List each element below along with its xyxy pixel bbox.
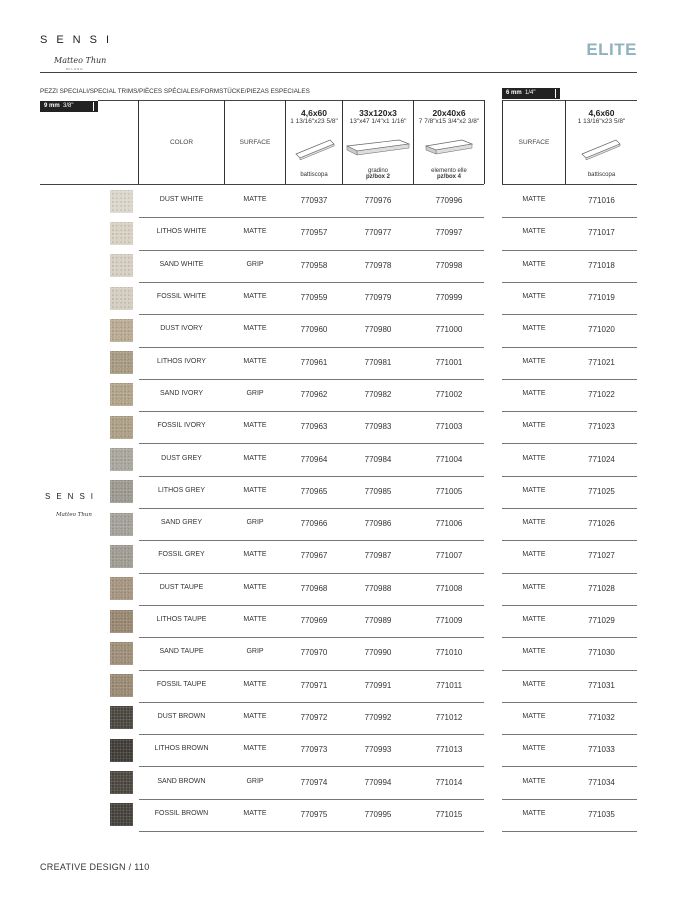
code-l-element: 771003 bbox=[435, 422, 463, 432]
row-divider bbox=[139, 314, 484, 315]
code-skirting-6mm: 771034 bbox=[588, 777, 615, 787]
row-divider-right bbox=[502, 217, 637, 218]
code-step: 770993 bbox=[364, 745, 392, 755]
color-swatch bbox=[110, 319, 133, 342]
code-l-element: 771014 bbox=[435, 777, 463, 787]
row-divider-right bbox=[502, 799, 637, 800]
row-divider-right bbox=[502, 670, 637, 671]
row-divider-right bbox=[502, 540, 637, 541]
code-skirting-6mm: 771022 bbox=[588, 389, 615, 399]
surface-value: MATTE bbox=[243, 293, 267, 301]
code-step: 770995 bbox=[364, 809, 392, 819]
row-divider-right bbox=[502, 573, 637, 574]
surface-value-right: MATTE bbox=[522, 777, 546, 785]
surface-value: MATTE bbox=[243, 551, 267, 559]
surface-column-header: SURFACE bbox=[239, 139, 271, 146]
code-l-element: 771015 bbox=[435, 809, 463, 819]
code-skirting: 770969 bbox=[300, 616, 328, 626]
piece-3-label: elemento elle bbox=[431, 168, 467, 174]
color-name: DUST GREY bbox=[161, 454, 202, 462]
trims-caption: PEZZI SPECIALI/SPECIAL TRIMS/PIÈCES SPÉCIALES/FORMSTÜCKE/PIEZAS ESPECIALES bbox=[40, 88, 310, 95]
code-step: 770988 bbox=[364, 583, 392, 593]
code-skirting: 770973 bbox=[300, 745, 328, 755]
code-skirting: 770968 bbox=[300, 583, 328, 593]
surface-value: MATTE bbox=[243, 325, 267, 333]
color-swatch bbox=[110, 771, 133, 794]
piece-2-size-imperial: 13"x47 1/4"x1 1/16" bbox=[349, 118, 407, 125]
row-divider-right bbox=[502, 347, 637, 348]
color-name: DUST BROWN bbox=[157, 712, 206, 720]
surface-value-right: MATTE bbox=[522, 680, 546, 688]
skirting-piece-icon bbox=[580, 136, 622, 162]
color-name: SAND WHITE bbox=[159, 260, 204, 268]
color-name: SAND BROWN bbox=[157, 777, 206, 785]
row-divider-right bbox=[502, 702, 637, 703]
code-step: 770978 bbox=[364, 260, 392, 270]
row-divider bbox=[139, 282, 484, 283]
row-divider-right bbox=[502, 379, 637, 380]
code-skirting-6mm: 771019 bbox=[588, 293, 615, 303]
color-swatch bbox=[110, 287, 133, 310]
color-swatch bbox=[110, 416, 133, 439]
color-name: DUST TAUPE bbox=[159, 583, 204, 591]
color-swatch bbox=[110, 190, 133, 213]
code-l-element: 771009 bbox=[435, 616, 463, 626]
code-step: 770980 bbox=[364, 325, 392, 335]
collection-title: ELITE bbox=[586, 40, 637, 59]
surface-value: MATTE bbox=[243, 809, 267, 817]
row-divider bbox=[139, 670, 484, 671]
code-l-element: 771010 bbox=[435, 648, 463, 658]
code-skirting-6mm: 771035 bbox=[588, 809, 615, 819]
header-bottom-line-right bbox=[502, 184, 637, 185]
color-name: SAND GREY bbox=[160, 519, 203, 527]
row-divider bbox=[139, 573, 484, 574]
l-element-piece-icon bbox=[424, 138, 474, 160]
code-skirting-6mm: 771020 bbox=[588, 325, 615, 335]
code-skirting: 770957 bbox=[300, 228, 328, 238]
code-step: 770989 bbox=[364, 616, 392, 626]
surface-value: MATTE bbox=[243, 616, 267, 624]
row-divider bbox=[139, 443, 484, 444]
color-name: DUST WHITE bbox=[159, 196, 204, 204]
piece-3-size-imperial: 7 7/8"x15 3/4"x2 3/8" bbox=[418, 118, 480, 125]
thickness-right-mm: 6 mm bbox=[506, 90, 522, 96]
piece-1-size: 4,6x60 bbox=[301, 108, 327, 118]
surface-value: MATTE bbox=[243, 422, 267, 430]
code-skirting-6mm: 771032 bbox=[588, 712, 615, 722]
code-skirting-6mm: 771017 bbox=[588, 228, 615, 238]
color-name: LITHOS WHITE bbox=[156, 228, 207, 236]
thickness-arrow-icon bbox=[555, 89, 556, 98]
surface-value: MATTE bbox=[243, 583, 267, 591]
color-swatch bbox=[110, 480, 133, 503]
code-l-element: 771011 bbox=[435, 680, 463, 690]
row-divider bbox=[139, 508, 484, 509]
piece-right-size: 4,6x60 bbox=[588, 108, 615, 118]
color-swatch bbox=[110, 803, 133, 826]
code-skirting-6mm: 771029 bbox=[588, 616, 615, 626]
code-skirting-6mm: 771026 bbox=[588, 519, 615, 529]
code-skirting-6mm: 771021 bbox=[588, 357, 615, 367]
piece-2-size: 33x120x3 bbox=[359, 108, 397, 118]
code-skirting: 770965 bbox=[300, 486, 328, 496]
color-name: DUST IVORY bbox=[160, 325, 203, 333]
color-name: SAND IVORY bbox=[159, 389, 204, 397]
code-skirting: 770972 bbox=[300, 712, 328, 722]
thickness-right-inch: 1/4" bbox=[525, 90, 536, 96]
code-step: 770987 bbox=[364, 551, 392, 561]
code-skirting-6mm: 771023 bbox=[588, 422, 615, 432]
code-l-element: 771001 bbox=[435, 357, 463, 367]
code-skirting-6mm: 771018 bbox=[588, 260, 615, 270]
surface-value: GRIP bbox=[246, 389, 264, 397]
code-l-element: 771004 bbox=[435, 454, 463, 464]
code-l-element: 770999 bbox=[435, 293, 463, 303]
code-skirting: 770964 bbox=[300, 454, 328, 464]
color-swatch bbox=[110, 642, 133, 665]
surface-value: GRIP bbox=[246, 519, 264, 527]
surface-value-right: MATTE bbox=[522, 325, 546, 333]
row-divider bbox=[139, 250, 484, 251]
surface-value-right: MATTE bbox=[522, 648, 546, 656]
piece-3-name bbox=[414, 168, 484, 180]
row-divider-right bbox=[502, 250, 637, 251]
row-divider bbox=[139, 347, 484, 348]
row-divider bbox=[139, 411, 484, 412]
piece-right-size-imperial: 1 13/16"x23 5/8" bbox=[577, 118, 626, 125]
thickness-tag-left bbox=[40, 101, 98, 112]
surface-value: MATTE bbox=[243, 454, 267, 462]
color-swatch bbox=[110, 610, 133, 633]
surface-value-right: MATTE bbox=[522, 583, 546, 591]
color-swatch bbox=[110, 513, 133, 536]
surface-value-right: MATTE bbox=[522, 260, 546, 268]
code-skirting-6mm: 771028 bbox=[588, 583, 615, 593]
code-l-element: 771005 bbox=[435, 486, 463, 496]
code-skirting-6mm: 771024 bbox=[588, 454, 615, 464]
row-divider bbox=[139, 702, 484, 703]
surface-value: GRIP bbox=[246, 260, 264, 268]
code-step: 770979 bbox=[364, 293, 392, 303]
header-bottom-line bbox=[40, 184, 484, 185]
code-l-element: 770996 bbox=[435, 196, 463, 206]
code-l-element: 771012 bbox=[435, 712, 463, 722]
code-skirting-6mm: 771031 bbox=[588, 680, 615, 690]
color-swatch bbox=[110, 448, 133, 471]
row-divider-right bbox=[502, 314, 637, 315]
surface-value-right: MATTE bbox=[522, 293, 546, 301]
code-skirting-6mm: 771016 bbox=[588, 196, 615, 206]
row-divider-right bbox=[502, 282, 637, 283]
code-skirting: 770961 bbox=[300, 357, 328, 367]
color-swatch bbox=[110, 706, 133, 729]
color-swatch bbox=[110, 254, 133, 277]
surface-value: MATTE bbox=[243, 745, 267, 753]
color-name: FOSSIL BROWN bbox=[154, 809, 209, 817]
color-swatch bbox=[110, 383, 133, 406]
code-skirting: 770975 bbox=[300, 809, 328, 819]
surface-column-header-right: SURFACE bbox=[518, 139, 550, 146]
color-name: LITHOS BROWN bbox=[154, 745, 209, 753]
code-step: 770990 bbox=[364, 648, 392, 658]
code-skirting: 770974 bbox=[300, 777, 328, 787]
code-skirting: 770962 bbox=[300, 389, 328, 399]
code-skirting-6mm: 771025 bbox=[588, 486, 615, 496]
surface-value-right: MATTE bbox=[522, 357, 546, 365]
code-l-element: 771000 bbox=[435, 325, 463, 335]
surface-value: GRIP bbox=[246, 648, 264, 656]
header-top-line-right bbox=[502, 100, 637, 101]
header-sep bbox=[484, 100, 485, 184]
color-swatch bbox=[110, 577, 133, 600]
code-l-element: 771002 bbox=[435, 389, 463, 399]
code-skirting-6mm: 771030 bbox=[588, 648, 615, 658]
row-divider bbox=[139, 605, 484, 606]
step-piece-icon bbox=[345, 138, 411, 160]
surface-value-right: MATTE bbox=[522, 551, 546, 559]
code-step: 770986 bbox=[364, 519, 392, 529]
header-rule bbox=[40, 72, 637, 73]
code-skirting: 770966 bbox=[300, 519, 328, 529]
brand-signature-sub: MILANO bbox=[66, 67, 84, 71]
row-divider-right bbox=[502, 443, 637, 444]
color-name: LITHOS IVORY bbox=[157, 357, 206, 365]
code-skirting: 770958 bbox=[300, 260, 328, 270]
code-skirting: 770960 bbox=[300, 325, 328, 335]
color-name: FOSSIL IVORY bbox=[157, 422, 206, 430]
side-brand-logo: SENSI bbox=[45, 492, 100, 501]
code-skirting-6mm: 771033 bbox=[588, 745, 615, 755]
surface-value: MATTE bbox=[243, 486, 267, 494]
brand-logo: SENSI bbox=[40, 34, 119, 46]
surface-value-right: MATTE bbox=[522, 422, 546, 430]
row-divider-right bbox=[502, 637, 637, 638]
row-divider bbox=[139, 476, 484, 477]
code-step: 770994 bbox=[364, 777, 392, 787]
color-column-header: COLOR bbox=[169, 139, 194, 146]
surface-value-right: MATTE bbox=[522, 712, 546, 720]
code-l-element: 771006 bbox=[435, 519, 463, 529]
surface-value-right: MATTE bbox=[522, 389, 546, 397]
thickness-tag-right bbox=[502, 88, 560, 99]
surface-value-right: MATTE bbox=[522, 616, 546, 624]
color-name: FOSSIL GREY bbox=[158, 551, 205, 559]
piece-2-name bbox=[343, 168, 413, 180]
color-swatch bbox=[110, 739, 133, 762]
row-divider bbox=[139, 766, 484, 767]
code-step: 770982 bbox=[364, 389, 392, 399]
code-l-element: 771007 bbox=[435, 551, 463, 561]
color-swatch bbox=[110, 351, 133, 374]
color-swatch bbox=[110, 674, 133, 697]
code-l-element: 771008 bbox=[435, 583, 463, 593]
surface-value: MATTE bbox=[243, 357, 267, 365]
surface-value-right: MATTE bbox=[522, 745, 546, 753]
code-l-element: 771013 bbox=[435, 745, 463, 755]
code-step: 770981 bbox=[364, 357, 392, 367]
piece-3-size: 20x40x6 bbox=[432, 108, 466, 118]
code-step: 770985 bbox=[364, 486, 392, 496]
row-divider-right bbox=[502, 476, 637, 477]
code-skirting: 770959 bbox=[300, 293, 328, 303]
row-divider-right bbox=[502, 605, 637, 606]
surface-value: GRIP bbox=[246, 777, 264, 785]
row-divider bbox=[139, 799, 484, 800]
piece-1-size-imperial: 1 13/16"x23 5/8" bbox=[290, 118, 338, 125]
surface-value-right: MATTE bbox=[522, 454, 546, 462]
row-divider-right bbox=[502, 766, 637, 767]
header-top-line bbox=[98, 100, 484, 101]
color-name: LITHOS GREY bbox=[157, 486, 206, 494]
surface-value: MATTE bbox=[243, 712, 267, 720]
skirting-piece-icon bbox=[294, 136, 336, 162]
row-divider-right bbox=[502, 508, 637, 509]
piece-2-label: gradino bbox=[367, 168, 388, 174]
code-step: 770977 bbox=[364, 228, 392, 238]
row-divider-right bbox=[502, 831, 637, 832]
thickness-left-inch: 3/8" bbox=[63, 103, 74, 109]
row-divider bbox=[139, 831, 484, 832]
code-skirting-6mm: 771027 bbox=[588, 551, 615, 561]
row-divider bbox=[139, 734, 484, 735]
code-step: 770983 bbox=[364, 422, 392, 432]
color-swatch bbox=[110, 222, 133, 245]
row-divider bbox=[139, 379, 484, 380]
thickness-left-mm: 9 mm bbox=[44, 103, 60, 109]
piece-2-pack: pz/box 2 bbox=[365, 174, 390, 180]
row-divider-right bbox=[502, 411, 637, 412]
brand-signature: Matteo Thun bbox=[54, 56, 107, 65]
code-skirting: 770967 bbox=[300, 551, 328, 561]
row-divider-right bbox=[502, 734, 637, 735]
surface-value-right: MATTE bbox=[522, 228, 546, 236]
row-divider bbox=[139, 217, 484, 218]
surface-value-right: MATTE bbox=[522, 519, 546, 527]
piece-right-name: battiscopa bbox=[587, 172, 616, 178]
surface-value-right: MATTE bbox=[522, 809, 546, 817]
color-name: SAND TAUPE bbox=[159, 648, 204, 656]
code-l-element: 770998 bbox=[435, 260, 463, 270]
surface-value-right: MATTE bbox=[522, 486, 546, 494]
surface-value: MATTE bbox=[243, 680, 267, 688]
surface-value: MATTE bbox=[243, 196, 267, 204]
code-step: 770984 bbox=[364, 454, 392, 464]
code-skirting: 770963 bbox=[300, 422, 328, 432]
code-l-element: 770997 bbox=[435, 228, 463, 238]
row-divider bbox=[139, 540, 484, 541]
surface-value-right: MATTE bbox=[522, 196, 546, 204]
piece-3-pack: pz/box 4 bbox=[436, 174, 461, 180]
color-name: LITHOS TAUPE bbox=[156, 616, 207, 624]
code-step: 770992 bbox=[364, 712, 392, 722]
page-footer: CREATIVE DESIGN / 110 bbox=[40, 862, 150, 872]
color-swatch bbox=[110, 545, 133, 568]
code-skirting: 770971 bbox=[300, 680, 328, 690]
code-step: 770976 bbox=[364, 196, 392, 206]
color-name: FOSSIL TAUPE bbox=[156, 680, 207, 688]
code-skirting: 770970 bbox=[300, 648, 328, 658]
piece-1-name: battiscopa bbox=[300, 172, 328, 178]
side-brand-signature: Matteo Thun bbox=[56, 512, 92, 518]
surface-value: MATTE bbox=[243, 228, 267, 236]
thickness-arrow-icon bbox=[93, 102, 94, 111]
code-skirting: 770937 bbox=[300, 196, 328, 206]
code-step: 770991 bbox=[364, 680, 392, 690]
color-name: FOSSIL WHITE bbox=[156, 293, 207, 301]
row-divider bbox=[139, 637, 484, 638]
